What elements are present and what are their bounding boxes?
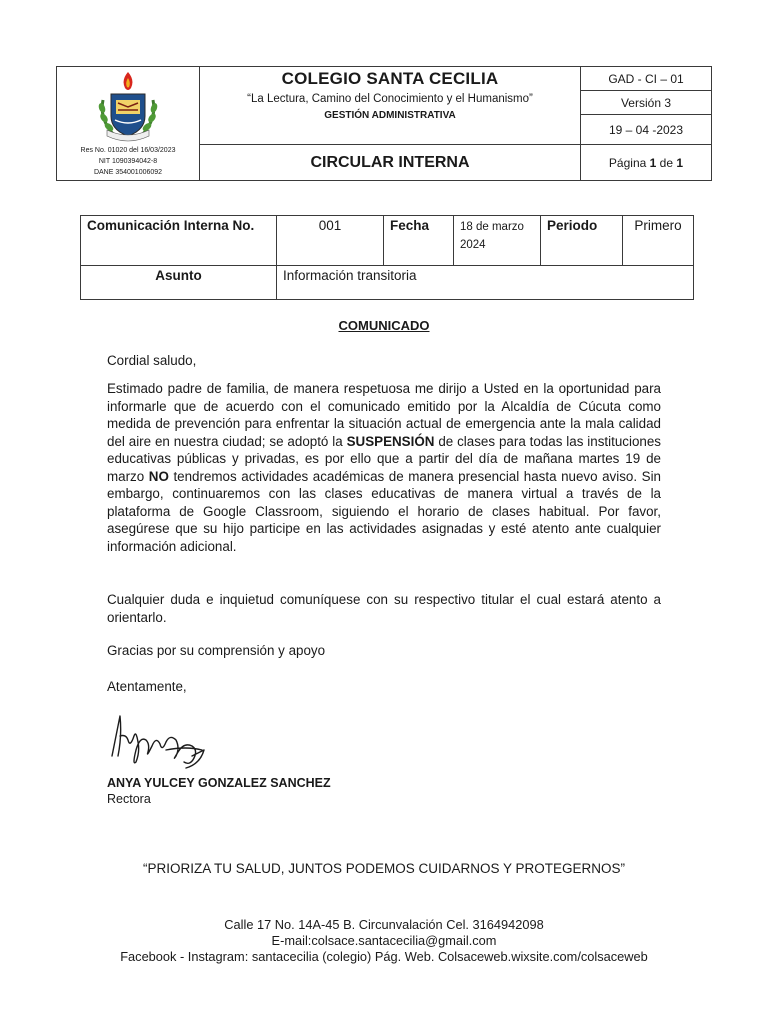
- department-name: GESTIÓN ADMINISTRATIVA: [324, 110, 456, 121]
- signer-role: Rectora: [107, 792, 151, 806]
- closing-line: Atentamente,: [107, 679, 187, 694]
- communication-number-label: Comunicación Interna No.: [81, 216, 277, 266]
- resolution-number: Res No. 01020 del 16/03/2023: [80, 147, 176, 154]
- document-header: [56, 66, 712, 181]
- page-total: 1: [676, 155, 684, 170]
- subject-value: Información transitoria: [277, 266, 694, 300]
- page-indicator: [581, 145, 712, 181]
- nit-number: NIT 1090394042-8: [98, 158, 158, 165]
- questions-paragraph: Cualquier duda e inquietud comuníquese con su respectivo titular el cual estará atento a orientarlo.: [107, 592, 661, 625]
- period-label: Periodo: [541, 216, 623, 266]
- suspension-emphasis: SUSPENSIÓN: [346, 433, 435, 449]
- communication-info-table: [80, 215, 694, 300]
- date-label: Fecha: [384, 216, 454, 266]
- school-motto: “La Lectura, Camino del Conocimiento y el Humanismo”: [247, 93, 533, 105]
- logo-cell: [57, 67, 200, 181]
- greeting: Cordial saludo,: [107, 353, 197, 368]
- paragraph-text-part-2: de clases para todas las instituciones educativas públicas y privadas, es por ello que a partir del día de mañana martes 19 de marzo: [107, 433, 661, 484]
- communique-heading: COMUNICADO: [338, 318, 430, 333]
- footer-social: Facebook - Instagram: santacecilia (colegio) Pág. Web. Colsaceweb.wixsite.com/colsaceweb: [120, 949, 648, 964]
- doc-title: CIRCULAR INTERNA: [200, 145, 581, 181]
- date-value: 18 de marzo 2024: [454, 216, 541, 266]
- doc-date: 19 – 04 -2023: [581, 115, 712, 145]
- subject-label: Asunto: [81, 266, 277, 300]
- thanks-line: Gracias por su comprensión y apoyo: [107, 643, 326, 658]
- main-paragraph: [107, 380, 661, 555]
- doc-code: GAD - CI – 01: [581, 67, 712, 91]
- signer-name: ANYA YULCEY GONZALEZ SANCHEZ: [107, 776, 331, 790]
- period-value: Primero: [623, 216, 694, 266]
- doc-version: Versión 3: [581, 91, 712, 115]
- footer-address: Calle 17 No. 14A-45 B. Circunvalación Cel. 3164942098: [224, 917, 544, 932]
- footer-email: E-mail:colsace.santacecilia@gmail.com: [271, 933, 497, 948]
- no-emphasis: NO: [148, 468, 169, 484]
- school-name: COLEGIO SANTA CECILIA: [281, 69, 499, 88]
- health-slogan: “PRIORIZA TU SALUD, JUNTOS PODEMOS CUIDARNOS Y PROTEGERNOS”: [142, 861, 626, 876]
- page-of: de: [659, 155, 674, 170]
- school-title-cell: [200, 67, 581, 145]
- paragraph-text-part-3: tendremos actividades académicas de manera presencial hasta nuevo aviso. Sin embargo, continuaremos con las clases educativas de manera virtual a través de la plataforma de Google Classroom, siguiendo el horario de clases habitual. Por favor, asegúrese que su hijo participe en las actividades asignadas y esté atento ante cualquier información adicional.: [107, 468, 661, 554]
- dane-number: DANE 354001006092: [93, 169, 163, 176]
- resolution-info: [57, 145, 199, 180]
- page-number: 1: [649, 155, 657, 170]
- communication-number-value: 001: [277, 216, 384, 266]
- paragraph-text-part-1: Estimado padre de familia, de manera respetuosa me dirijo a Usted en la oportunidad para informarle que de acuerdo con el comunicado emitido por la Alcaldía de Cúcuta como medida de prevención para enfrentar la situación actual de emergencia ante la mala calidad del aire en nuestra ciudad; se adoptó la: [107, 381, 661, 449]
- handwritten-signature: [106, 706, 216, 772]
- page-prefix: Página: [608, 155, 647, 170]
- school-crest-logo: [93, 70, 163, 142]
